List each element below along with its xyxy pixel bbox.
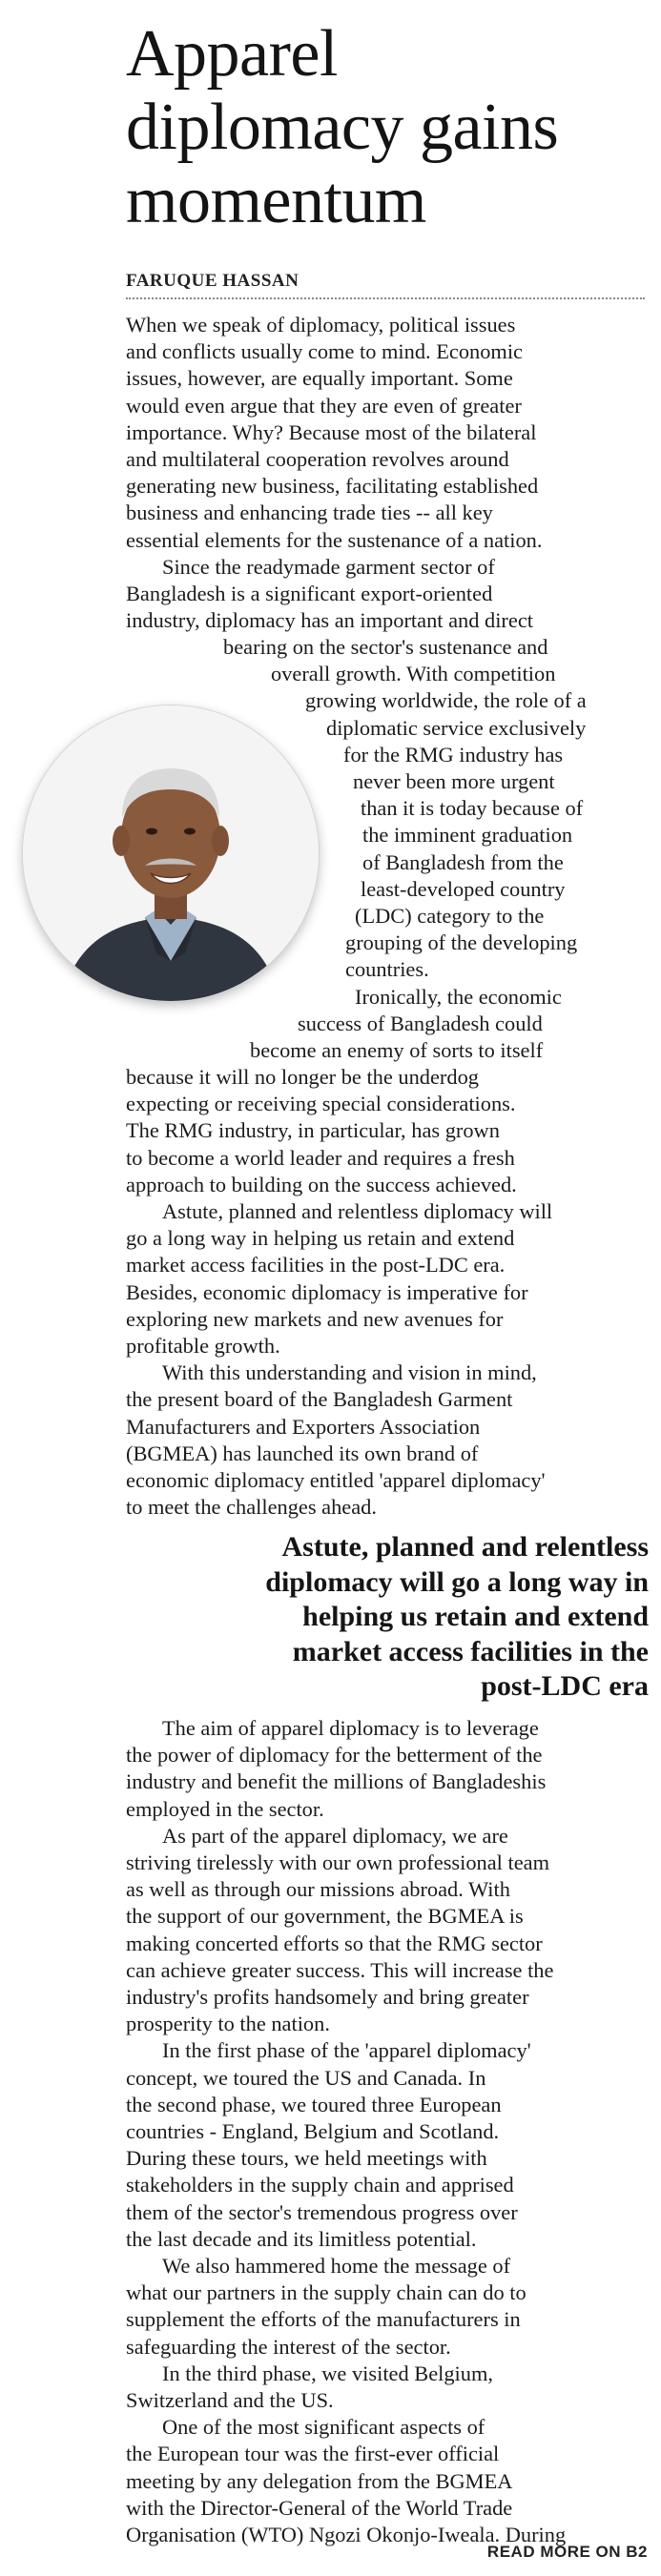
text-line: We also hammered home the message of [162, 2254, 511, 2279]
pull-quote [143, 1530, 649, 1705]
pull-quote-line: Astute, planned and relentless [281, 1531, 649, 1563]
text-line: During these tours, we held meetings with [126, 2146, 487, 2171]
text-line: the power of diplomacy for the betterment of the [126, 1743, 543, 1768]
text-line: the last decade and its limitless potential. [126, 2226, 477, 2251]
text-line: industry, diplomacy has an important and direct [126, 608, 533, 633]
byline: FARUQUE HASSAN [126, 271, 300, 291]
text-line: and conflicts usually come to mind. Economic [126, 339, 523, 364]
text-line: the present board of the Bangladesh Garment [126, 1387, 513, 1412]
text-line: business and enhancing trade ties -- all key [126, 501, 493, 525]
text-line: (BGMEA) has launched its own brand of [126, 1441, 479, 1465]
text-line: When we speak of diplomacy, political issues [126, 313, 516, 337]
headline-line: Apparel [126, 17, 338, 91]
text-line: the imminent graduation [362, 823, 573, 848]
text-line: what our partners in the supply chain can do to [126, 2280, 527, 2305]
text-line: In the third phase, we visited Belgium, [162, 2361, 493, 2385]
headline-line: diplomacy gains [126, 91, 559, 164]
pull-quote-line: helping us retain and extend [302, 1601, 649, 1632]
text-line: supplement the efforts of the manufacturers in [126, 2307, 521, 2332]
text-line: striving tirelessly with our own professional team [126, 1850, 550, 1875]
text-line: meeting by any delegation from the BGMEA [126, 2468, 513, 2493]
text-line: economic diplomacy entitled 'apparel diplomacy' [126, 1468, 546, 1493]
text-line: concept, we toured the US and Canada. In [126, 2065, 486, 2090]
text-line: as well as through our missions abroad. With [126, 1877, 510, 1902]
text-line: than it is today because of [361, 796, 584, 821]
text-line: least-developed country [361, 876, 566, 901]
text-line: The RMG industry, in particular, has grown [126, 1118, 500, 1143]
text-line: In the first phase of the 'apparel diplomacy' [162, 2038, 531, 2063]
text-line: countries - England, Belgium and Scotland. [126, 2119, 500, 2144]
wrapped-text [0, 634, 587, 1064]
text-line: issues, however, are equally important. Some [126, 366, 513, 391]
text-line: Besides, economic diplomacy is imperative for [126, 1279, 528, 1304]
text-line: Manufacturers and Exporters Association [126, 1414, 481, 1439]
text-line: to meet the challenges ahead. [126, 1495, 377, 1520]
pull-quote-line: post-LDC era [481, 1670, 649, 1702]
text-line: expecting or receiving special considerations. [126, 1092, 516, 1116]
text-line: stakeholders in the supply chain and apprised [126, 2173, 514, 2198]
text-line: Astute, planned and relentless diplomacy will [162, 1199, 553, 1224]
dotted-divider [126, 297, 645, 299]
text-line: (LDC) category to the [355, 904, 545, 929]
text-line: safeguarding the interest of the sector. [126, 2334, 451, 2359]
text-line: With this understanding and vision in mind, [162, 1360, 537, 1385]
text-line: importance. Why? Because most of the bilateral [126, 419, 537, 444]
text-line: them of the sector's tremendous progress over [126, 2199, 518, 2224]
text-line: go a long way in helping us retain and extend [126, 1226, 515, 1251]
read-more-link[interactable]: READ MORE ON B2 [486, 2543, 648, 2561]
text-line: the European tour was the first-ever official [126, 2442, 500, 2466]
text-line: Bangladesh is a significant export-oriented [126, 582, 493, 606]
text-line: As part of the apparel diplomacy, we are [162, 1823, 508, 1848]
text-line: the support of our government, the BGMEA is [126, 1904, 524, 1929]
text-line: with the Director-General of the World Trade [126, 2495, 513, 2520]
text-line: can achieve greater success. This will increase the [126, 1957, 554, 1982]
text-line: grouping of the developing [345, 930, 578, 955]
text-line: to become a world leader and requires a fresh [126, 1145, 515, 1170]
text-line: diplomatic service exclusively [326, 715, 587, 740]
headline [126, 17, 641, 237]
text-line: and multilateral cooperation revolves around [126, 447, 509, 472]
pull-quote-line: diplomacy will go a long way in [265, 1565, 649, 1598]
text-line: for the RMG industry has [343, 742, 564, 767]
text-line: making concerted efforts so that the RMG sector [126, 1931, 543, 1955]
text-line: would even argue that they are even of greater [126, 393, 522, 418]
text-line: The aim of apparel diplomacy is to leverage [162, 1716, 539, 1740]
pull-quote-line: market access facilities in the [292, 1635, 649, 1667]
text-line: become an enemy of sorts to itself [250, 1038, 544, 1063]
text-line: of Bangladesh from the [362, 849, 564, 874]
text-line: generating new business, facilitating established [126, 474, 539, 499]
text-line: industry and benefit the millions of Bangladeshis [126, 1769, 547, 1794]
text-line: essential elements for the sustenance of a nation. [126, 527, 543, 552]
text-line: profitable growth. [126, 1334, 280, 1359]
text-line: prosperity to the nation. [126, 2012, 330, 2036]
text-line: industry's profits handsomely and bring greater [126, 1985, 529, 2010]
text-line: Switzerland and the US. [126, 2388, 334, 2413]
body-section-2 [126, 1064, 645, 1521]
text-line: overall growth. With competition [271, 662, 556, 686]
text-line: One of the most significant aspects of [162, 2415, 485, 2440]
text-line: success of Bangladesh could [298, 1011, 543, 1035]
text-line: Organisation (WTO) Ngozi Okonjo-Iweala. During [126, 2523, 567, 2547]
text-line: approach to building on the success achieved. [126, 1172, 517, 1196]
text-line: employed in the sector. [126, 1796, 324, 1821]
text-line: market access facilities in the post-LDC era. [126, 1253, 506, 1278]
text-line: exploring new markets and new avenues for [126, 1306, 504, 1331]
text-line: never been more urgent [353, 769, 555, 794]
body-section-3 [126, 1715, 645, 2548]
text-line: the second phase, we toured three European [126, 2092, 502, 2116]
body-section-1 [126, 312, 645, 634]
text-line: bearing on the sector's sustenance and [223, 635, 548, 659]
text-line: because it will no longer be the underdog [126, 1065, 479, 1089]
text-line: countries. [345, 957, 429, 982]
headline-line: momentum [126, 164, 426, 237]
text-line: Ironically, the economic [355, 984, 562, 1009]
text-line: growing worldwide, the role of a [305, 688, 587, 713]
text-line: Since the readymade garment sector of [162, 554, 495, 579]
